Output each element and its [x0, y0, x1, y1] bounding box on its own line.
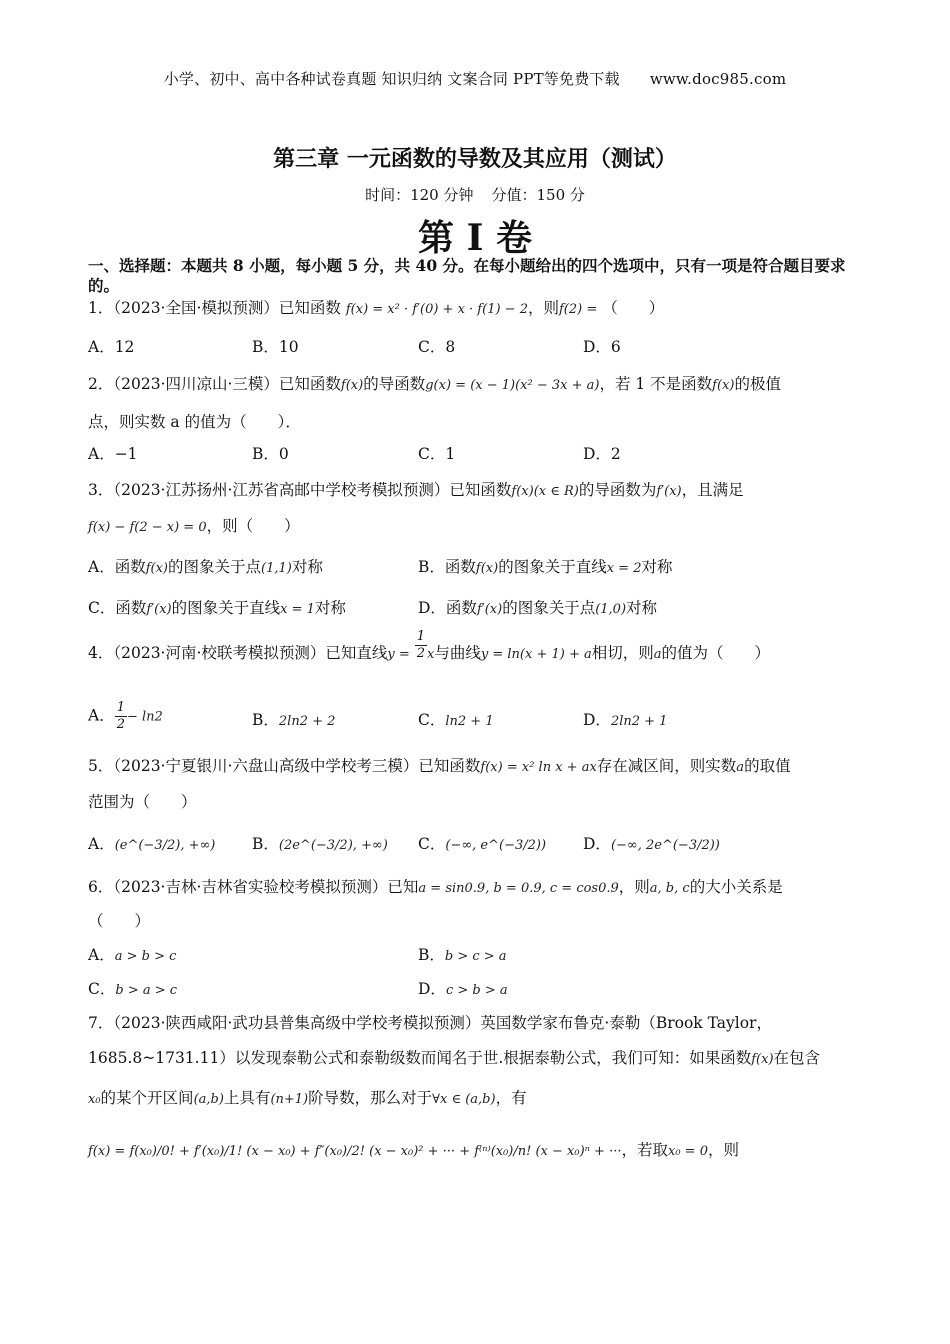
- q6-option-b[interactable]: [418, 945, 507, 967]
- q3-b-text-2: 的图象关于直线: [498, 558, 607, 576]
- q7-taylor-formula: f(x) = f(x₀)/0! + f′(x₀)/1! (x − x₀) + f″(x₀)/2! (x − x₀)² + ··· + f⁽ⁿ⁾(x₀)/n! (x − x₀)ⁿ + ···: [88, 1144, 622, 1159]
- q4-a-label: A．: [88, 706, 115, 725]
- q7-line-2: [88, 1048, 868, 1070]
- header-text: 小学、初中、高中各种试卷真题 知识归纳 文案合同 PPT等免费下载: [163, 70, 620, 88]
- q7-text-3c: 阶导数，那么对于: [308, 1089, 433, 1107]
- q3-d-text-3: 对称: [626, 599, 658, 617]
- q2-text-3: ，若 1 不是函数: [599, 375, 713, 393]
- q5-d-math: (−∞, 2e^(−3/2)): [610, 838, 720, 853]
- q3-d-text-1: D．函数: [418, 599, 477, 617]
- q1-text: 1．（2023·全国·模拟预测）已知函数: [88, 299, 341, 317]
- q4-text-2: 与曲线: [434, 644, 481, 662]
- q1-formula-2: f(2) =: [558, 302, 598, 317]
- q3-c-text-1: C．函数: [88, 599, 147, 617]
- question-5: [88, 756, 868, 778]
- q6-c-math: b > a > c: [115, 983, 178, 998]
- q1-formula: f(x) = x² · f′(0) + x · f(1) − 2: [345, 302, 528, 317]
- q6-option-a[interactable]: [88, 945, 176, 967]
- q2-option-c[interactable]: C．1: [418, 445, 456, 463]
- q3-a-text-1: A．函数: [88, 558, 146, 576]
- q3-option-b[interactable]: [418, 557, 672, 579]
- q7-formula-x0-zero: x₀ = 0: [668, 1144, 708, 1159]
- q5-formula-1: f(x) = x² ln x + ax: [480, 760, 597, 775]
- q3-formula-2: f′(x): [656, 484, 682, 499]
- q4-fraction-den: 2: [416, 645, 426, 661]
- q4-option-d[interactable]: [583, 710, 667, 732]
- q6-option-c[interactable]: [88, 979, 177, 1001]
- q3-b-text-3: 对称: [641, 558, 673, 576]
- q1-option-a[interactable]: A．12: [88, 338, 135, 356]
- q4-option-a[interactable]: [88, 700, 163, 733]
- exam-time: 时间：120 分钟: [365, 186, 474, 204]
- q6-a-label: A．: [88, 946, 115, 964]
- q4-fraction-num: 1: [416, 628, 426, 644]
- q5-b-math: (2e^(−3/2), +∞): [278, 838, 388, 853]
- q5-text-2: 存在减区间，则实数: [596, 757, 737, 775]
- q3-text-3: ，且满足: [681, 481, 744, 499]
- q3-text-4: ，则（ ）: [206, 517, 300, 535]
- q5-text-3: 的取值: [744, 757, 791, 775]
- q4-formula-1: y =: [387, 647, 410, 662]
- q7-line-4: [88, 1140, 868, 1162]
- q5-b-label: B．: [252, 835, 279, 853]
- q4-fraction: [415, 629, 427, 662]
- q4-b-math: 2ln2 + 2: [278, 714, 336, 729]
- q5-c-math: (−∞, e^(−3/2)): [445, 838, 547, 853]
- q4-option-c[interactable]: [418, 710, 494, 732]
- q5-a-math: (e^(−3/2), +∞): [114, 838, 216, 853]
- q7-text-2a: 1685.8~1731.11）以发现泰勒公式和泰勒级数而闻名于世.根据泰勒公式，我们可知：如果函数: [88, 1049, 752, 1067]
- q3-b-math-1: f(x): [475, 561, 499, 576]
- q2-formula-3: f(x): [712, 378, 735, 393]
- q5-text-1: 5．（2023·宁夏银川·六盘山高级中学校考三模）已知函数: [88, 757, 481, 775]
- q3-b-text-1: B．函数: [418, 558, 476, 576]
- q2-formula-2: g(x) = (x − 1)(x² − 3x + a): [425, 378, 600, 393]
- question-1: [88, 298, 868, 320]
- q7-formula-x0: x₀: [88, 1092, 101, 1107]
- q6-text-3: 的大小关系是: [689, 878, 783, 896]
- exam-score: 分值：150 分: [491, 186, 585, 204]
- q7-formula-interval: (a,b): [193, 1092, 224, 1107]
- q6-formula-1: a = sin0.9, b = 0.9, c = cos0.9: [418, 881, 619, 896]
- q3-a-math-2: (1,1): [261, 561, 292, 576]
- page-header: [0, 68, 950, 89]
- q4-a-fraction: [115, 700, 127, 733]
- q3-a-text-2: 的图象关于点: [168, 558, 262, 576]
- q5-c-label: C．: [418, 835, 446, 853]
- q4-a-math: − ln2: [126, 709, 163, 725]
- q6-text-1: 6．（2023·吉林·吉林省实验校考模拟预测）已知: [88, 878, 419, 896]
- q7-line-3: [88, 1088, 868, 1110]
- q3-d-math-1: f′(x): [476, 602, 503, 617]
- q2-text-2: 的导函数: [363, 375, 426, 393]
- question-3: [88, 480, 868, 502]
- q6-b-label: B．: [418, 946, 445, 964]
- volume-heading: 第 I 卷: [418, 217, 532, 259]
- q6-a-math: a > b > c: [114, 949, 177, 964]
- q3-text-1: 3．（2023·江苏扬州·江苏省高邮中学校考模拟预测）已知函数: [88, 481, 512, 499]
- q5-formula-2: a: [736, 760, 745, 775]
- q3-a-math-1: f(x): [145, 561, 168, 576]
- q3-c-math-1: f′(x): [146, 602, 172, 617]
- q6-option-d[interactable]: [418, 979, 508, 1001]
- q4-d-math: 2ln2 + 1: [610, 714, 668, 729]
- q4-a-den: 2: [116, 717, 125, 732]
- q7-text-2b: 在包含: [773, 1049, 821, 1067]
- q5-option-a[interactable]: [88, 834, 215, 856]
- q3-formula-3: f(x) − f(2 − x) = 0: [88, 520, 207, 535]
- q5-option-b[interactable]: [252, 834, 388, 856]
- q4-d-label: D．: [583, 711, 611, 729]
- q4-b-label: B．: [252, 711, 279, 729]
- q6-line-2: （ ）: [88, 912, 151, 930]
- q3-a-text-3: 对称: [291, 558, 323, 576]
- q2-text-4: 的极值: [734, 375, 781, 393]
- q7-text-4c: ，则: [707, 1141, 739, 1159]
- question-2: [88, 374, 868, 396]
- q1-option-c[interactable]: C．8: [418, 338, 456, 356]
- q6-b-math: b > c > a: [444, 949, 507, 964]
- q1-option-d[interactable]: D．6: [583, 338, 621, 356]
- q1-tail: ，则: [527, 299, 559, 317]
- header-site[interactable]: www.doc985.com: [649, 70, 787, 88]
- q6-d-label: D．: [418, 980, 446, 998]
- q2-text-1: 2．（2023·四川凉山·三模）已知函数: [88, 375, 341, 393]
- q5-line-2: 范围为（ ）: [88, 793, 197, 811]
- q7-text-3b: 上具有: [223, 1089, 271, 1107]
- exam-info: [0, 184, 950, 205]
- q3-c-text-3: 对称: [314, 599, 346, 617]
- q4-formula-3: a: [653, 647, 662, 662]
- q5-option-d[interactable]: [583, 834, 720, 856]
- q4-text-4: 的值为（ ）: [661, 644, 771, 662]
- q3-c-text-2: 的图象关于直线: [171, 599, 281, 617]
- q3-option-d[interactable]: [418, 598, 657, 620]
- q3-formula-1: f(x)(x ∈ R): [511, 484, 579, 499]
- q6-text-2: ，则: [618, 878, 650, 896]
- question-4: [88, 628, 868, 665]
- q5-option-c[interactable]: [418, 834, 546, 856]
- q3-line-2: [88, 516, 868, 538]
- q4-text-1: 4．（2023·河南·校联考模拟预测）已知直线: [88, 644, 388, 662]
- q7-text-4b: ，若取: [621, 1141, 668, 1159]
- q2-option-a[interactable]: A．−1: [88, 445, 138, 463]
- q4-formula-2: y = ln(x + 1) + a: [480, 647, 592, 662]
- question-6: [88, 877, 868, 899]
- q3-c-math-2: x = 1: [280, 602, 315, 617]
- q6-formula-2: a, b, c: [649, 881, 690, 896]
- q2-formula-1: f(x): [340, 378, 364, 393]
- q4-formula-1b: x: [427, 647, 435, 662]
- question-7: 7．（2023·陕西咸阳·武功县普集高级中学校考模拟预测）英国数学家布鲁克·泰勒（Brook Taylor，: [88, 1014, 772, 1032]
- q6-d-math: c > b > a: [445, 983, 508, 998]
- q3-d-math-2: (1,0): [595, 602, 627, 617]
- q7-text-3a: 的某个开区间: [100, 1089, 194, 1107]
- q3-d-text-2: 的图象关于点: [502, 599, 596, 617]
- q7-formula-forall: ∀x ∈ (a,b): [432, 1092, 496, 1107]
- q1-option-b[interactable]: B．10: [252, 338, 299, 356]
- q4-c-label: C．: [418, 711, 446, 729]
- q4-option-b[interactable]: [252, 710, 335, 732]
- q6-c-label: C．: [88, 980, 116, 998]
- page-title: 第三章 一元函数的导数及其应用（测试）: [273, 146, 677, 172]
- q2-option-d[interactable]: D．2: [583, 445, 621, 463]
- q3-option-c[interactable]: [88, 598, 346, 620]
- q4-a-num: 1: [116, 700, 125, 715]
- q4-text-3: 相切，则: [591, 644, 654, 662]
- q2-option-b[interactable]: B．0: [252, 445, 289, 463]
- q2-line-2: 点，则实数 a 的值为（ ）．: [88, 413, 301, 431]
- q7-text-3d: ，有: [495, 1089, 527, 1107]
- q5-a-label: A．: [88, 835, 115, 853]
- q5-d-label: D．: [583, 835, 611, 853]
- q3-text-2: 的导函数为: [578, 481, 657, 499]
- q7-formula-order: (n+1): [270, 1092, 309, 1107]
- q1-blank: （ ）: [602, 299, 665, 317]
- q3-option-a[interactable]: [88, 557, 323, 579]
- q3-b-math-2: x = 2: [606, 561, 642, 576]
- q7-formula-fx: f(x): [751, 1052, 774, 1067]
- q4-c-math: ln2 + 1: [445, 714, 494, 729]
- section-instructions: 一、选择题：本题共 8 小题，每小题 5 分，共 40 分。在每小题给出的四个选项中，只有一项是符合题目要求的。: [88, 256, 846, 295]
